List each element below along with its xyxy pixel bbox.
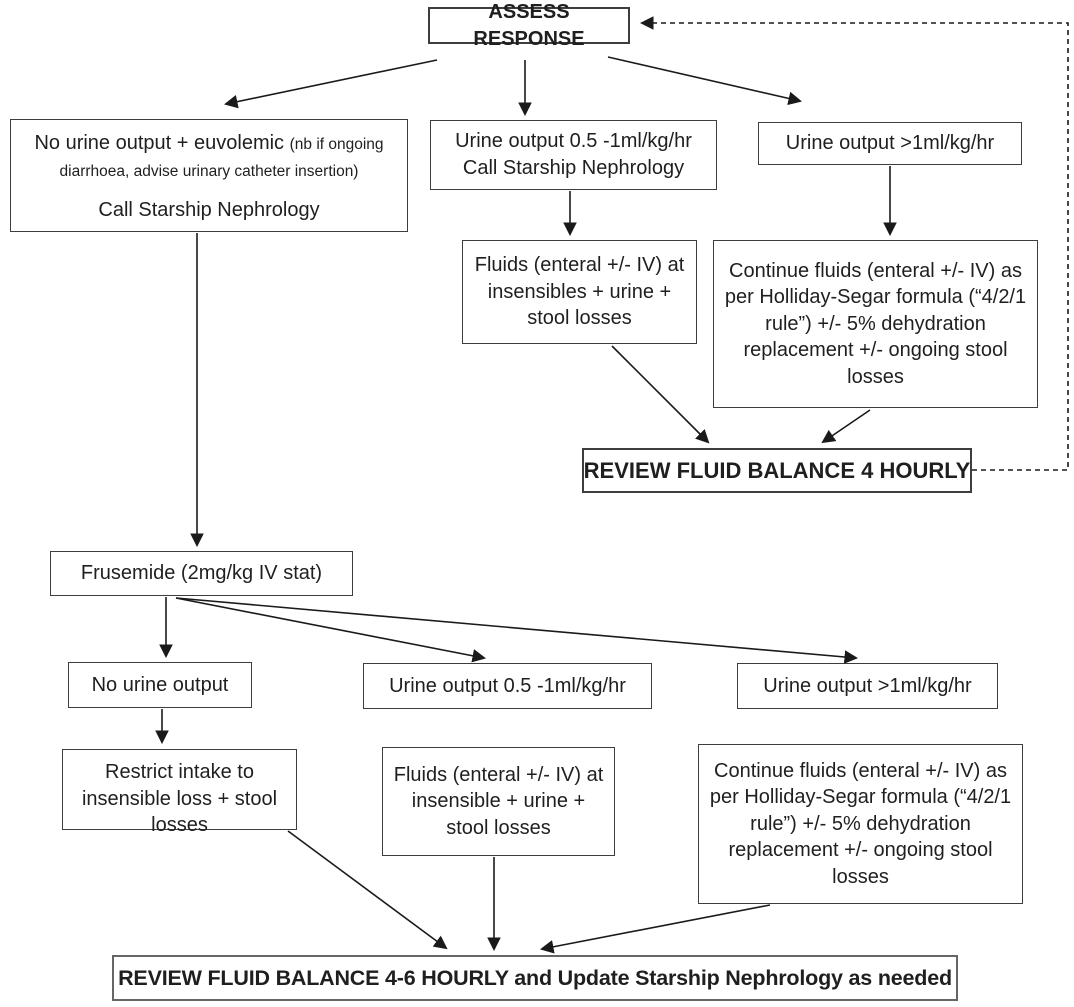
- no-urine-euvolemic-action: Call Starship Nephrology: [98, 199, 320, 222]
- urine-05-1-bottom-label: Urine output 0.5 -1ml/kg/hr: [389, 674, 626, 697]
- fluids-bottom-label: Fluids (enteral +/- IV) at insensible + urine + stool losses: [393, 763, 604, 839]
- arrow-fluids-top-to-review4h: [612, 346, 708, 442]
- node-urine-gt1-top: [758, 122, 1022, 165]
- node-no-urine-output: [68, 662, 252, 708]
- node-assess-response: [428, 0, 630, 50]
- restrict-intake-clipped-text: losses: [151, 814, 208, 837]
- node-urine-gt1-bottom: [737, 663, 998, 709]
- review-46h-label: REVIEW FLUID BALANCE 4-6 HOURLY and Update Starship Nephrology as needed: [118, 965, 952, 990]
- node-continue-fluids-top: [713, 240, 1038, 408]
- node-fluids-top: [462, 240, 697, 344]
- urine-gt1-top-label: Urine output >1ml/kg/hr: [785, 132, 995, 155]
- node-restrict-intake: [62, 749, 297, 837]
- frusemide-label: Frusemide (2mg/kg IV stat): [80, 562, 323, 585]
- node-urine-05-1-top: [430, 120, 717, 190]
- arrow-continue-bottom-to-review46h: [542, 905, 770, 949]
- urine-05-1-top-line1: Urine output 0.5 -1ml/kg/hr: [455, 130, 692, 153]
- node-review-fluid-balance-46h: [112, 955, 958, 1001]
- arrow-continue-top-to-review4h: [823, 410, 870, 442]
- assess-response-label: ASSESS RESPONSE: [473, 0, 585, 50]
- node-continue-fluids-bottom: [698, 744, 1023, 904]
- node-frusemide: [50, 551, 353, 596]
- arrow-assess-to-urinegt1-top: [608, 57, 800, 101]
- arrow-frusemide-to-urine05-bottom: [176, 598, 484, 658]
- no-urine-euvolemic-main: No urine output + euvolemic: [34, 132, 285, 154]
- arrow-assess-to-euvolemic: [226, 60, 437, 104]
- no-urine-output-label: No urine output: [91, 673, 229, 696]
- node-urine-05-1-bottom: [363, 663, 652, 709]
- fluids-top-label: Fluids (enteral +/- IV) at insensibles + urine + stool losses: [474, 254, 685, 330]
- node-review-fluid-balance-4h: [582, 448, 972, 493]
- urine-05-1-top-line2: Call Starship Nephrology: [462, 157, 685, 179]
- review-4h-label: REVIEW FLUID BALANCE 4 HOURLY: [583, 457, 971, 483]
- node-no-urine-euvolemic: [10, 119, 408, 232]
- arrow-frusemide-to-urinegt1-bottom: [176, 598, 856, 658]
- no-urine-euvolemic-note: (nb if ongoing diarrhoea, advise urinary catheter insertion): [59, 136, 384, 180]
- continue-fluids-bottom-label: Continue fluids (enteral +/- IV) as per Holliday-Segar formula (“4/2/1 rule”) +/- 5% dehydration replacement +/- ongoing stool losses: [709, 759, 1012, 888]
- no-urine-euvolemic-text: [21, 130, 397, 183]
- restrict-intake-text: Restrict intake to insensible loss + stool: [81, 761, 278, 810]
- urine-gt1-bottom-label: Urine output >1ml/kg/hr: [763, 674, 972, 697]
- node-fluids-bottom: [382, 747, 615, 856]
- continue-fluids-top-label: Continue fluids (enteral +/- IV) as per Holliday-Segar formula (“4/2/1 rule”) +/- 5% dehydration replacement +/- ongoing stool losses: [724, 259, 1027, 388]
